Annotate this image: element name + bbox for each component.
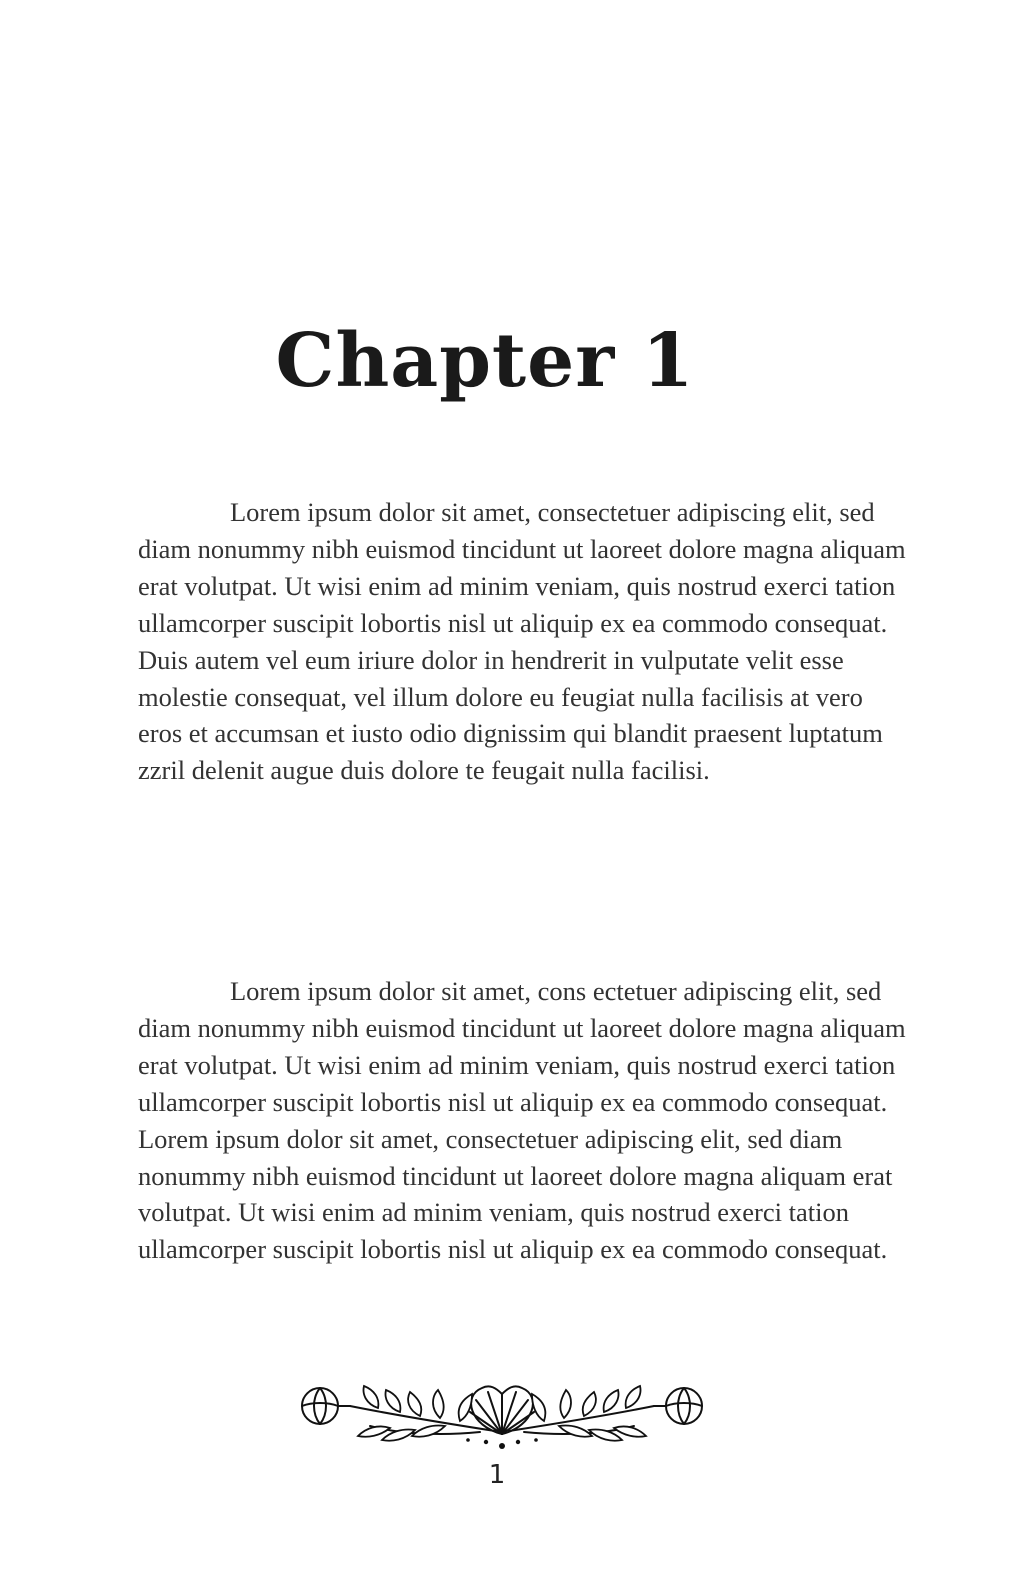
paragraph-text: Lorem ipsum dolor sit amet, cons ectetuer adipiscing elit, sed diam nonummy nibh euismod tincidunt ut laoreet dolore magna aliquam erat volutpat. Ut wisi enim ad minim veniam, quis nostrud exerci tation ullamcorper suscipit lobortis nisl ut aliquip ex ea commodo consequat. Lorem ipsum dolor sit amet, consectetuer adipiscing elit, sed diam nonummy nibh euismod tincidunt ut laoreet dolore magna aliquam erat volutpat. Ut wisi enim ad minim veniam, quis nostrud exerci tation ullamcorper suscipit lobortis nisl ut aliquip ex ea commodo consequat. xyxy=(138,976,906,1265)
floral-divider-icon xyxy=(290,1376,714,1456)
chapter-title: Chapter 1 xyxy=(275,318,695,404)
page-number: 1 xyxy=(488,1460,506,1490)
body-paragraph xyxy=(138,973,908,1268)
paragraph-text: Lorem ipsum dolor sit amet, consectetuer adipiscing elit, sed diam nonummy nibh euismod tincidunt ut laoreet dolore magna aliquam erat volutpat. Ut wisi enim ad minim veniam, quis nostrud exerci tation ullamcorper suscipit lobortis nisl ut aliquip ex ea commodo consequat. Duis autem vel eum iriure dolor in hendrerit in vulputate velit esse molestie consequat, vel illum dolore eu feugiat nulla facilisis at vero eros et accumsan et iusto odio dignissim qui blandit praesent luptatum zzril delenit augue duis dolore te feugait nulla facilisi. xyxy=(138,497,906,786)
body-paragraph xyxy=(138,494,908,789)
